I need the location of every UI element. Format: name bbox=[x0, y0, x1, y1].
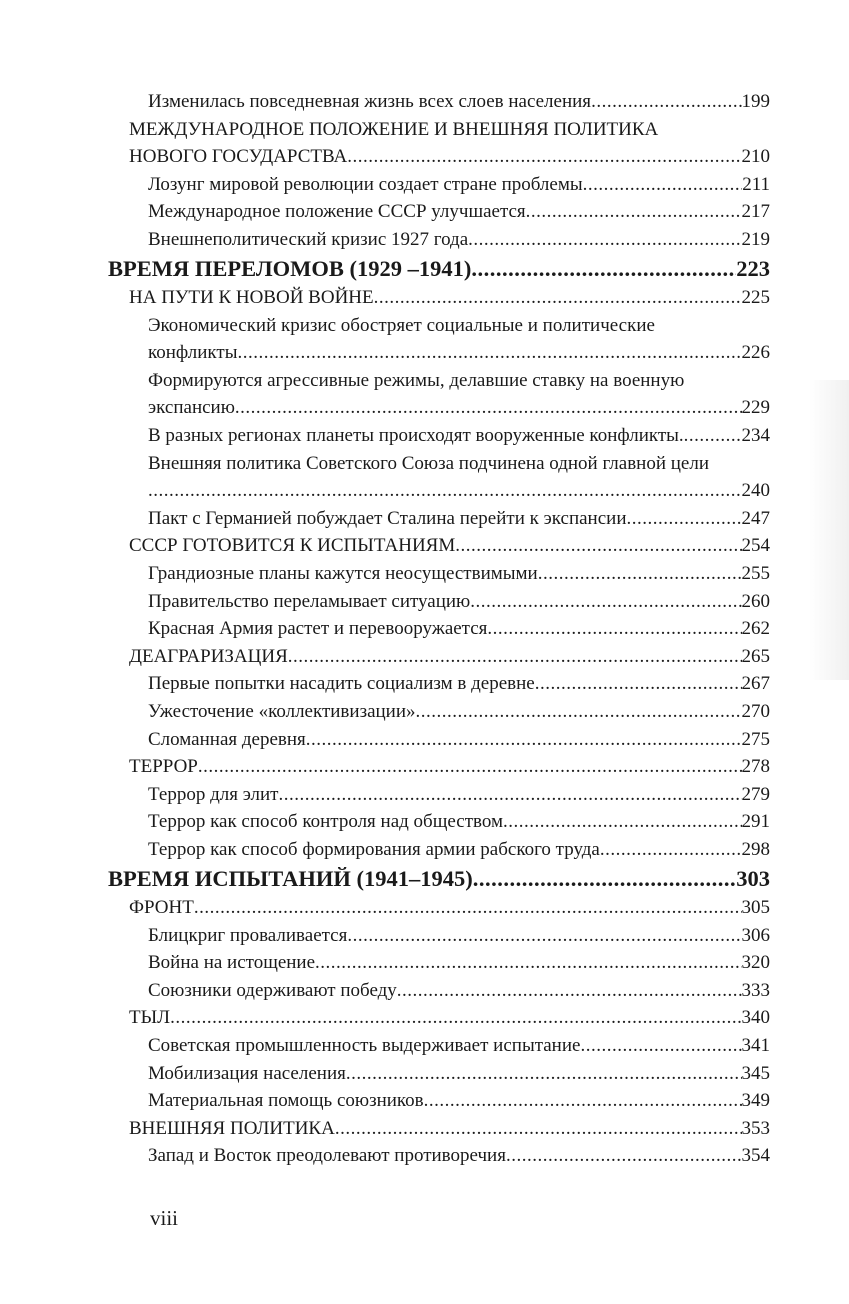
toc-entry-title: ТЫЛ bbox=[129, 1007, 171, 1029]
toc-entry-page: 278 bbox=[741, 756, 770, 778]
toc-chapter[interactable] bbox=[0, 643, 849, 671]
toc-entry-page: 247 bbox=[741, 507, 770, 529]
toc-section[interactable] bbox=[0, 367, 849, 395]
toc-section[interactable] bbox=[0, 422, 849, 450]
dot-leader bbox=[470, 588, 741, 616]
toc-entry-page: 199 bbox=[741, 91, 770, 112]
toc-section[interactable] bbox=[0, 394, 849, 422]
toc-section[interactable] bbox=[0, 560, 849, 588]
toc-entry-title: ТЕРРОР bbox=[129, 756, 198, 778]
dot-leader bbox=[684, 422, 742, 450]
toc-entry-page: 223 bbox=[736, 255, 770, 281]
dot-leader bbox=[335, 1115, 742, 1143]
toc-chapter[interactable] bbox=[0, 753, 849, 781]
toc-entry-page: 306 bbox=[741, 924, 770, 946]
toc-section[interactable] bbox=[0, 588, 849, 616]
toc-entry-title: Лозунг мировой революции создает стране проблемы bbox=[148, 173, 583, 195]
toc-chapter[interactable] bbox=[0, 284, 849, 312]
table-of-contents bbox=[0, 88, 849, 1170]
toc-entry-title: ДЕАГРАРИЗАЦИЯ bbox=[129, 645, 288, 667]
toc-entry-title: Красная Армия растет и перевооружается bbox=[148, 618, 488, 640]
dot-leader bbox=[424, 1087, 742, 1115]
toc-entry-title: НА ПУТИ К НОВОЙ ВОЙНЕ bbox=[129, 287, 374, 309]
toc-entry-title: Ужесточение «коллективизации» bbox=[148, 700, 416, 722]
dot-leader bbox=[198, 753, 742, 781]
toc-section[interactable] bbox=[0, 505, 849, 533]
toc-entry-title: Террор как способ формирования армии рабского труда bbox=[148, 838, 600, 860]
toc-section[interactable] bbox=[0, 726, 849, 754]
dot-leader bbox=[148, 477, 742, 505]
dot-leader bbox=[471, 254, 736, 285]
toc-entry-page: 333 bbox=[741, 979, 770, 1001]
toc-chapter[interactable] bbox=[0, 143, 849, 171]
toc-entry-title: ВРЕМЯ ИСПЫТАНИЙ (1941–1945) bbox=[108, 865, 473, 891]
toc-entry-title: Внешняя политика Советского Союза подчинена одной главной цели bbox=[148, 452, 710, 474]
toc-section[interactable] bbox=[0, 198, 849, 226]
toc-entry-page: 255 bbox=[741, 563, 770, 584]
page-number: viii bbox=[150, 1206, 179, 1230]
dot-leader bbox=[455, 532, 741, 560]
toc-entry-title: Война на истощение bbox=[148, 952, 316, 974]
toc-section[interactable] bbox=[0, 450, 849, 478]
dot-leader bbox=[627, 505, 742, 533]
dot-leader bbox=[306, 726, 742, 754]
toc-chapter[interactable] bbox=[0, 1115, 849, 1143]
toc-entry-page: 354 bbox=[741, 1145, 770, 1167]
dot-leader bbox=[600, 836, 742, 864]
toc-entry-page: 275 bbox=[741, 728, 770, 750]
dot-leader bbox=[526, 198, 742, 226]
toc-entry-page: 217 bbox=[741, 201, 770, 223]
toc-entry-title: Правительство переламывает ситуацию bbox=[148, 590, 471, 612]
toc-entry-page: 260 bbox=[741, 590, 770, 612]
toc-part-heading[interactable] bbox=[0, 254, 849, 285]
toc-entry-title: Грандиозные планы кажутся неосуществимыми bbox=[148, 563, 538, 584]
toc-entry-title: ФРОНТ bbox=[129, 897, 194, 919]
toc-entry-title: СССР ГОТОВИТСЯ К ИСПЫТАНИЯМ bbox=[129, 535, 456, 557]
toc-section[interactable] bbox=[0, 477, 849, 505]
dot-leader bbox=[591, 88, 741, 116]
toc-entry-page: 349 bbox=[741, 1090, 770, 1112]
toc-entry-title: Формируются агрессивные режимы, делавшие ставку на военную bbox=[148, 369, 685, 391]
toc-chapter[interactable] bbox=[0, 116, 849, 144]
dot-leader bbox=[503, 808, 742, 836]
toc-entry-page: 234 bbox=[741, 425, 770, 447]
toc-entry-title: Изменилась повседневная жизнь всех слоев населения bbox=[148, 91, 592, 112]
toc-entry-title: В разных регионах планеты происходят вооруженные конфликты. bbox=[148, 425, 684, 447]
toc-section[interactable] bbox=[0, 922, 849, 950]
toc-entry-title: Террор как способ контроля над обществом bbox=[148, 811, 503, 833]
toc-entry-page: 353 bbox=[741, 1117, 770, 1139]
dot-leader bbox=[487, 615, 741, 643]
toc-entry-page: 345 bbox=[741, 1062, 770, 1084]
toc-section[interactable] bbox=[0, 949, 849, 977]
toc-section[interactable] bbox=[0, 226, 849, 254]
toc-entry-page: 265 bbox=[741, 645, 770, 667]
toc-section[interactable] bbox=[0, 977, 849, 1005]
toc-entry-page: 211 bbox=[742, 173, 770, 195]
toc-section[interactable] bbox=[0, 615, 849, 643]
dot-leader bbox=[468, 226, 741, 254]
toc-section[interactable] bbox=[0, 1087, 849, 1115]
toc-entry-title: МЕЖДУНАРОДНОЕ ПОЛОЖЕНИЕ И ВНЕШНЯЯ ПОЛИТИКА bbox=[129, 118, 659, 140]
toc-entry-title: Международное положение СССР улучшается bbox=[148, 201, 526, 223]
dot-leader bbox=[473, 864, 737, 895]
dot-leader bbox=[288, 643, 742, 671]
toc-entry-title: Блицкриг проваливается bbox=[148, 924, 348, 946]
toc-section[interactable] bbox=[0, 808, 849, 836]
dot-leader bbox=[583, 171, 743, 199]
toc-entry-page: 279 bbox=[741, 783, 770, 805]
dot-leader bbox=[315, 949, 741, 977]
toc-entry-page: 229 bbox=[741, 397, 770, 419]
toc-section[interactable] bbox=[0, 1060, 849, 1088]
dot-leader bbox=[538, 560, 742, 588]
toc-entry-page: 291 bbox=[741, 811, 770, 833]
toc-section[interactable] bbox=[0, 836, 849, 864]
toc-entry-title: Первые попытки насадить социализм в деревне bbox=[148, 673, 535, 695]
toc-section[interactable] bbox=[0, 670, 849, 698]
toc-entry-title: Советская промышленность выдерживает испытание bbox=[148, 1035, 581, 1056]
toc-entry-title: Сломанная деревня bbox=[148, 728, 306, 750]
toc-entry-title: конфликты bbox=[148, 342, 238, 364]
toc-entry-page: 320 bbox=[741, 952, 770, 974]
toc-entry-page: 240 bbox=[741, 480, 770, 502]
toc-entry-page: 267 bbox=[741, 673, 770, 695]
toc-entry-title: ВНЕШНЯЯ ПОЛИТИКА bbox=[129, 1117, 335, 1139]
toc-chapter[interactable] bbox=[0, 532, 849, 560]
dot-leader bbox=[416, 698, 742, 726]
toc-entry-title: НОВОГО ГОСУДАРСТВА bbox=[129, 146, 348, 168]
toc-entry-page: 219 bbox=[741, 228, 770, 250]
toc-entry-page: 298 bbox=[741, 838, 770, 860]
dot-leader bbox=[347, 922, 741, 950]
dot-leader bbox=[347, 143, 741, 171]
toc-entry-page: 270 bbox=[741, 700, 770, 722]
dot-leader bbox=[346, 1060, 742, 1088]
toc-entry-title: Запад и Восток преодолевают противоречия bbox=[148, 1145, 506, 1167]
toc-section[interactable] bbox=[0, 171, 849, 199]
toc-entry-title: Пакт с Германией побуждает Сталина перейти к экспансии bbox=[148, 507, 627, 529]
toc-part-heading[interactable] bbox=[0, 864, 849, 895]
toc-entry-page: 254 bbox=[741, 535, 770, 557]
toc-entry-page: 305 bbox=[741, 897, 770, 919]
toc-entry-title: экспансию bbox=[148, 397, 235, 419]
toc-entry-title: Материальная помощь союзников bbox=[148, 1090, 424, 1112]
toc-entry-page: 262 bbox=[741, 618, 770, 640]
toc-section[interactable] bbox=[0, 698, 849, 726]
dot-leader bbox=[506, 1142, 742, 1170]
dot-leader bbox=[374, 284, 742, 312]
toc-entry-title: Экономический кризис обостряет социальные и политические bbox=[148, 314, 655, 336]
dot-leader bbox=[237, 339, 741, 367]
toc-entry-page: 210 bbox=[741, 146, 770, 168]
toc-entry-title: ВРЕМЯ ПЕРЕЛОМОВ (1929 –1941) bbox=[108, 255, 472, 281]
toc-entry-page: 341 bbox=[741, 1035, 770, 1056]
toc-section[interactable] bbox=[0, 339, 849, 367]
toc-section[interactable] bbox=[0, 312, 849, 340]
dot-leader bbox=[397, 977, 742, 1005]
dot-leader bbox=[535, 670, 742, 698]
toc-chapter[interactable] bbox=[0, 894, 849, 922]
toc-section[interactable] bbox=[0, 781, 849, 809]
toc-chapter[interactable] bbox=[0, 1004, 849, 1032]
toc-entry-title: Мобилизация населения bbox=[148, 1062, 346, 1084]
toc-section[interactable] bbox=[0, 1032, 849, 1060]
toc-entry-title: Террор для элит bbox=[148, 783, 279, 805]
toc-entry-page: 225 bbox=[741, 287, 770, 309]
toc-entry-title: Союзники одерживают победу bbox=[148, 979, 397, 1001]
dot-leader bbox=[580, 1032, 741, 1060]
dot-leader bbox=[278, 781, 741, 809]
dot-leader bbox=[235, 394, 742, 422]
toc-entry-page: 303 bbox=[736, 865, 770, 891]
toc-section[interactable] bbox=[0, 1142, 849, 1170]
dot-leader bbox=[194, 894, 742, 922]
toc-entry-title: Внешнеполитический кризис 1927 года bbox=[148, 228, 469, 250]
toc-section[interactable] bbox=[0, 88, 849, 116]
dot-leader bbox=[170, 1004, 741, 1032]
toc-entry-page: 340 bbox=[741, 1007, 770, 1029]
toc-entry-page: 226 bbox=[741, 342, 770, 364]
